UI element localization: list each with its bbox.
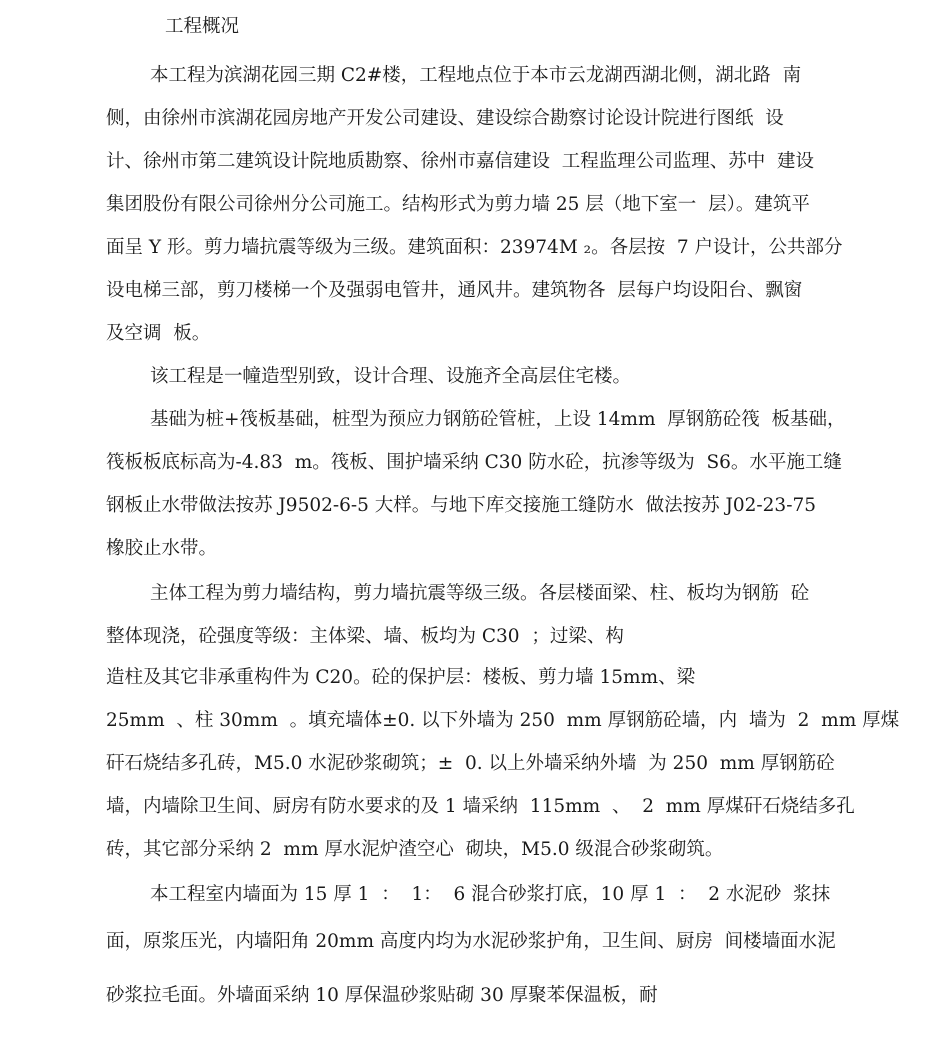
paragraph-line: 基础为桩+筏板基础，桩型为预应力钢筋砼管桩，上设 14mm 厚钢筋砼筏 板基础， (150, 409, 846, 430)
paragraph-line: 主体工程为剪力墙结构，剪力墙抗震等级三级。各层楼面梁、柱、板均为钢筋 砼 (150, 583, 810, 604)
paragraph-line: 钢板止水带做法按苏 J9502-6-5 大样。与地下库交接施工缝防水 做法按苏 J02-23-75 (106, 495, 816, 516)
paragraph-line: 筏板板底标高为-4.83 m。筏板、围护墙采纳 C30 防水砼，抗渗等级为 S6。水平施工缝 (106, 452, 842, 473)
paragraph-line: 砂浆拉毛面。外墙面采纳 10 厚保温砂浆贴砌 30 厚聚苯保温板，耐 (106, 985, 658, 1006)
paragraph-line: 计、徐州市第二建筑设计院地质勘察、徐州市嘉信建设 工程监理公司监理、苏中 建设 (106, 151, 815, 172)
paragraph-line: 造柱及其它非承重构件为 C20。砼的保护层：楼板、剪力墙 15mm、梁 (106, 667, 696, 688)
paragraph-line: 25mm 、柱 30mm 。填充墙体±0. 以下外墙为 250 mm 厚钢筋砼墙，内 墙为 2 mm 厚煤 (106, 710, 900, 731)
paragraph-line: 面，原浆压光，内墙阳角 20mm 高度内均为水泥砂浆护角，卫生间、厨房 间楼墙面水泥 (106, 931, 836, 952)
paragraph-line: 本工程室内墙面为 15 厚 1 ： 1： 6 混合砂浆打底，10 厚 1 ： 2 水泥砂 浆抹 (150, 884, 831, 905)
paragraph-line: 墙，内墙除卫生间、厨房有防水要求的及 1 墙采纳 115mm 、 2 mm 厚煤矸石烧结多孔 (106, 796, 855, 817)
paragraph-line: 砖，其它部分采纳 2 mm 厚水泥炉渣空心 砌块，M5.0 级混合砂浆砌筑。 (106, 839, 724, 860)
paragraph-line: 集团股份有限公司徐州分公司施工。结构形式为剪力墙 25 层（地下室一 层）。建筑平 (106, 194, 810, 215)
paragraph-line: 及空调 板。 (106, 323, 211, 344)
paragraph-line: 该工程是一幢造型别致，设计合理、设施齐全高层住宅楼。 (150, 366, 632, 387)
paragraph-line: 矸石烧结多孔砖，M5.0 水泥砂浆砌筑；± 0. 以上外墙采纳外墙 为 250 mm 厚钢筋砼 (106, 753, 835, 774)
section-title: 工程概况 (165, 16, 240, 37)
paragraph-line: 设电梯三部，剪刀楼梯一个及强弱电管井，通风井。建筑物各 层每户均设阳台、飘窗 (106, 280, 803, 301)
paragraph-line: 整体现浇，砼强度等级：主体梁、墙、板均为 C30 ；过梁、构 (106, 626, 624, 647)
paragraph-line: 面呈 Y 形。剪力墙抗震等级为三级。建筑面积：23974M ₂。各层按 7 户设计，公共部分 (106, 237, 843, 258)
paragraph-line: 本工程为滨湖花园三期 C2#楼，工程地点位于本市云龙湖西湖北侧，湖北路 南 (150, 65, 802, 86)
paragraph-line: 侧，由徐州市滨湖花园房地产开发公司建设、建设综合勘察讨论设计院进行图纸 设 (106, 108, 784, 129)
paragraph-line: 橡胶止水带。 (106, 538, 218, 559)
